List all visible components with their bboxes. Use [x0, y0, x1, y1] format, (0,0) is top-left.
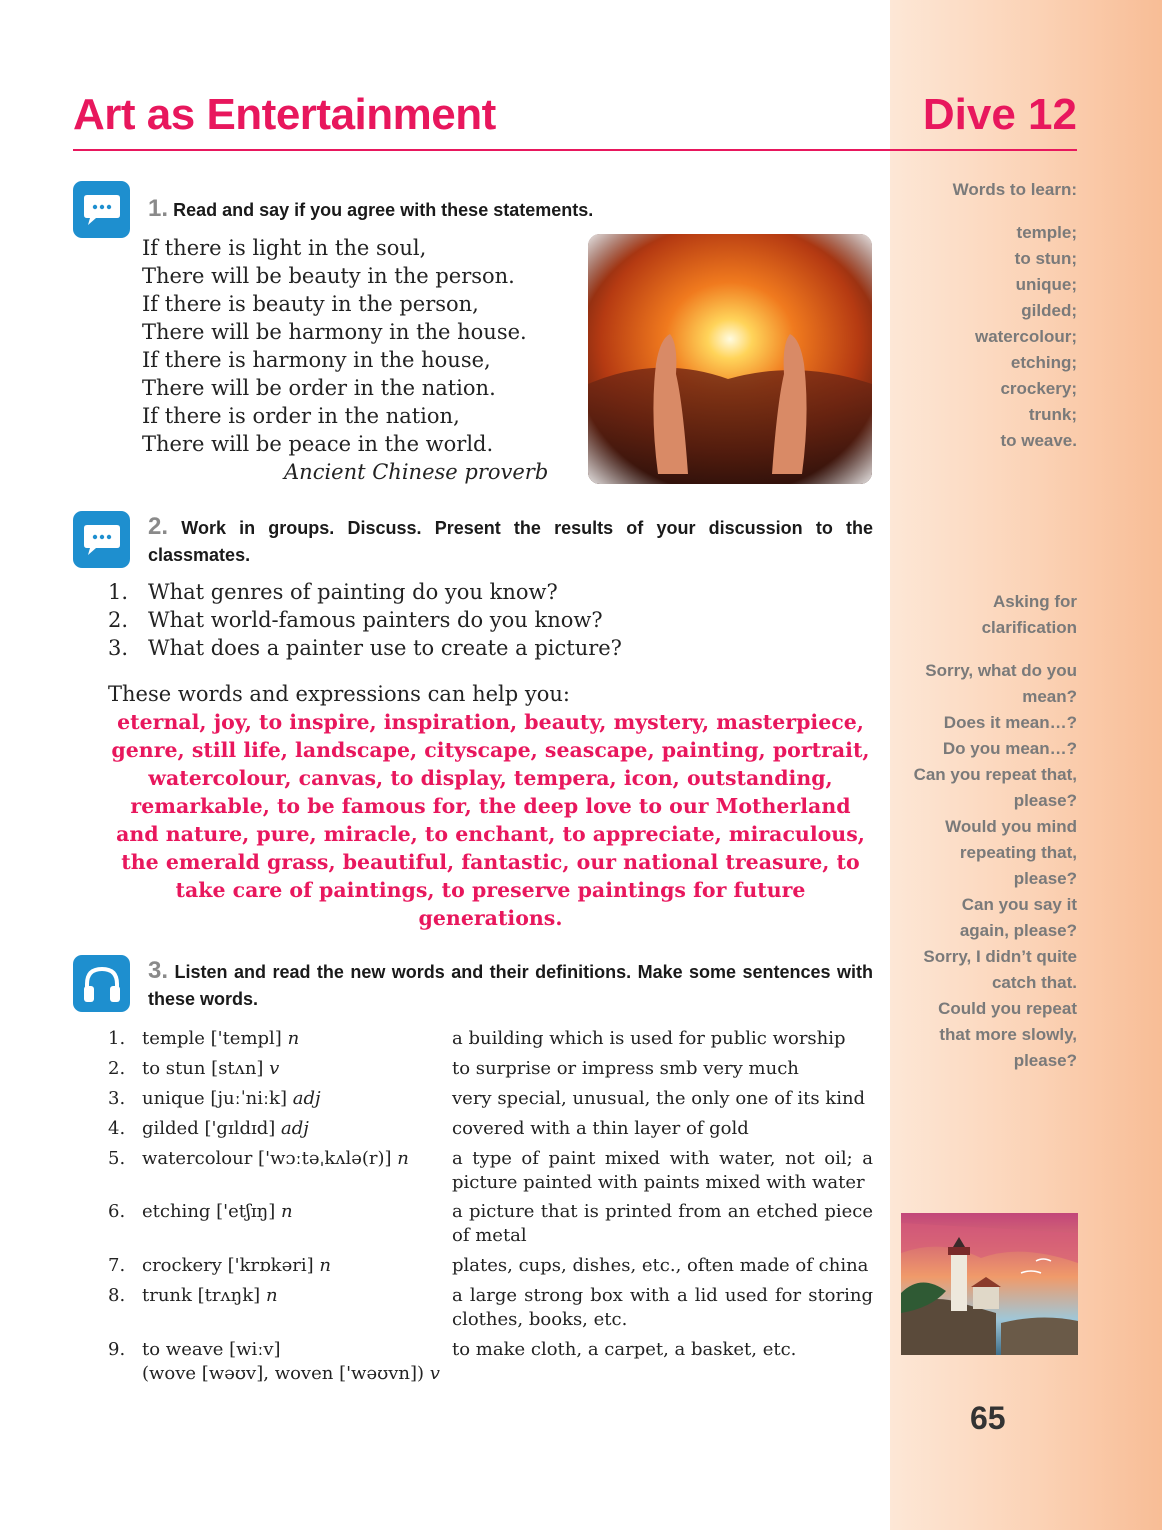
help-words: eternal, joy, to inspire, inspiration, beauty, mystery, masterpiece, genre, still life, landscape, cityscape, seascape, painting, portrait, watercolour, canvas, to display, tempera, icon, outstanding, remarkable, to be famous for, the deep love to our Motherland and nature, pure, miracle, to enchant, to appreciate, miraculous, the emerald grass, beautiful, fantastic, our national treasure, to take care of paintings, to preserve paintings for future generations. — [111, 710, 870, 930]
title-divider — [73, 149, 1077, 151]
headphones-icon — [73, 955, 130, 1012]
table-row: 1. temple ['templ] n a building which is used for public worship — [108, 1028, 846, 1049]
clarification-phrases — [914, 658, 1077, 1074]
list-item: watercolour; — [974, 327, 1077, 346]
list-item: repeating that, — [959, 843, 1077, 862]
table-row: 9. to weave [wiːv] (wove [wəʊv], woven ['wəʊvn]) v to make cloth, a carpet, a basket, etc. — [108, 1339, 797, 1384]
words-to-learn-heading: Words to learn: — [952, 180, 1077, 199]
list-item: etching; — [1010, 353, 1077, 372]
poem-author: Ancient Chinese proverb — [284, 460, 549, 484]
help-lead: These words and expressions can help you: — [108, 682, 570, 706]
poem — [142, 234, 548, 486]
poem-line: There will be peace in the world. — [142, 432, 494, 456]
table-row: 5. watercolour ['wɔːtəˌkʌlə(r)] n a type of paint mixed with water, not oil; a picture painted with paints mixed with water — [108, 1148, 873, 1193]
list-item: to weave. — [1000, 431, 1077, 450]
lighthouse-painting-image — [901, 1213, 1078, 1355]
list-item: Do you mean…? — [942, 739, 1077, 758]
speech-bubble-icon — [73, 511, 130, 568]
table-row: 8. trunk [trʌŋk] n a large strong box with a lid used for storing clothes, books, etc. — [108, 1285, 873, 1330]
page-title: Art as Entertainment — [73, 90, 496, 139]
list-item: 2. What world-famous painters do you know? — [108, 608, 603, 632]
poem-line: If there is light in the soul, — [142, 236, 427, 260]
task-number: 3. — [148, 957, 169, 984]
list-item: please? — [1013, 1051, 1077, 1070]
table-row: 6. etching ['etʃɪŋ] n a picture that is printed from an etched piece of metal — [108, 1201, 873, 1246]
clarification-heading: Asking for clarification — [981, 592, 1077, 637]
list-item: temple; — [1016, 223, 1077, 242]
poem-line: There will be beauty in the person. — [142, 264, 515, 288]
task-2-instruction — [148, 514, 873, 569]
vocabulary-table — [108, 1027, 873, 1388]
list-item: please? — [1013, 791, 1077, 810]
list-item: Could you repeat — [938, 999, 1077, 1018]
poem-line: There will be order in the nation. — [142, 376, 496, 400]
page-number: 65 — [970, 1400, 1006, 1436]
list-item: Can you say it — [961, 895, 1077, 914]
list-item: crockery; — [1000, 379, 1077, 398]
list-item: Sorry, what do you — [925, 661, 1077, 680]
task-text: Read and say if you agree with these statements. — [173, 200, 594, 220]
task-1-instruction — [148, 196, 873, 224]
table-row: 7. crockery ['krɒkəri] n plates, cups, dishes, etc., often made of china — [108, 1255, 869, 1276]
list-item: again, please? — [959, 921, 1077, 940]
task-number: 2. — [148, 513, 169, 540]
speech-bubble-icon — [73, 181, 130, 238]
list-item: Can you repeat that, — [913, 765, 1077, 784]
words-to-learn-list — [975, 220, 1077, 454]
list-item: mean? — [1022, 687, 1077, 706]
list-item: unique; — [1015, 275, 1077, 294]
task-text: Work in groups. Discuss. Present the results of your discussion to the classmates. — [148, 518, 873, 565]
list-item: Sorry, I didn’t quite — [923, 947, 1077, 966]
list-item: that more slowly, — [939, 1025, 1077, 1044]
poem-line: There will be harmony in the house. — [142, 320, 527, 344]
list-item: gilded; — [1021, 301, 1077, 320]
poem-line: If there is order in the nation, — [142, 404, 460, 428]
list-item: Does it mean…? — [943, 713, 1077, 732]
task-3-instruction — [148, 958, 873, 1013]
list-item: trunk; — [1028, 405, 1077, 424]
task-number: 1. — [148, 195, 169, 222]
list-item: please? — [1013, 869, 1077, 888]
sunset-hands-image — [588, 234, 872, 484]
table-row: 2. to stun [stʌn] v to surprise or impress smb very much — [108, 1058, 799, 1079]
task-text: Listen and read the new words and their definitions. Make some sentences with these words. — [148, 962, 873, 1009]
question-list — [108, 578, 622, 662]
poem-line: If there is beauty in the person, — [142, 292, 479, 316]
list-item: to stun; — [1014, 249, 1077, 268]
list-item: 1. What genres of painting do you know? — [108, 580, 558, 604]
list-item: catch that. — [991, 973, 1077, 992]
table-row: 3. unique [juːˈniːk] adj very special, unusual, the only one of its kind — [108, 1088, 866, 1109]
poem-line: If there is harmony in the house, — [142, 348, 491, 372]
list-item: 3. What does a painter use to create a picture? — [108, 636, 622, 660]
table-row: 4. gilded ['gɪldɪd] adj covered with a thin layer of gold — [108, 1118, 749, 1139]
list-item: Would you mind — [945, 817, 1077, 836]
unit-label: Dive 12 — [922, 90, 1077, 139]
